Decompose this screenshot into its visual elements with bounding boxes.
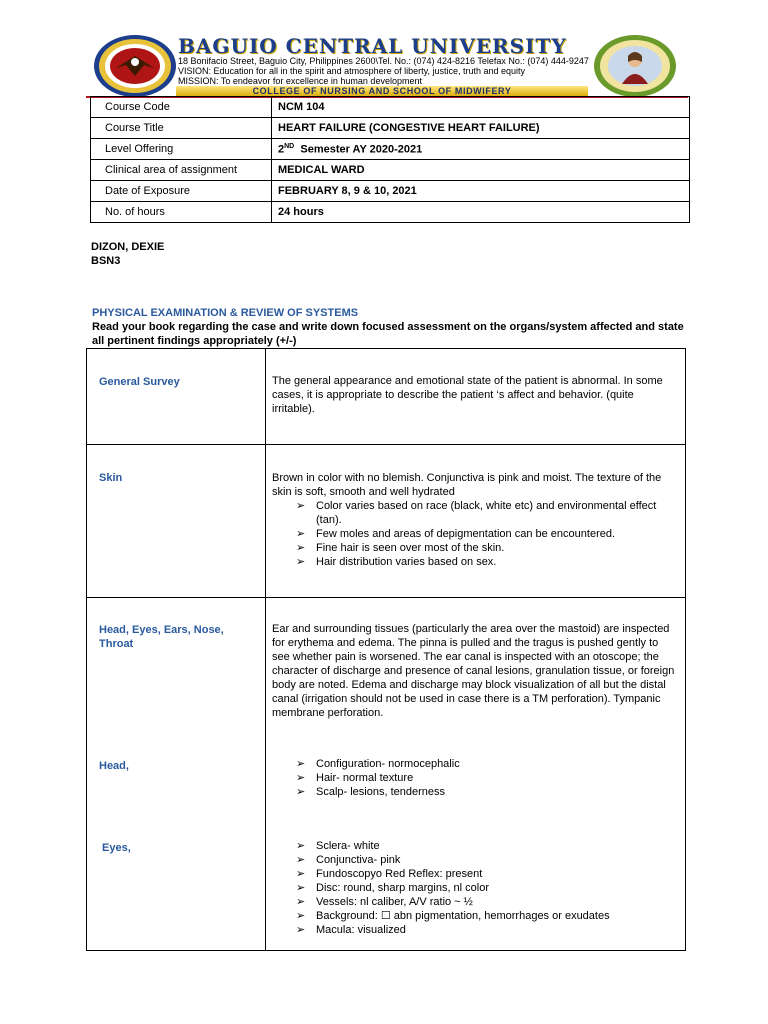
arrow-bullet-icon: ➢ <box>296 840 306 852</box>
skin-list <box>272 499 677 569</box>
student-info <box>91 240 164 268</box>
address-line: 18 Bonifacio Street, Baguio City, Philippines 2600\Tel. No.: (074) 424-8216 Telefax No.: (074) 444-9247 <box>178 56 589 66</box>
head-findings <box>272 757 677 799</box>
eyes-finding: Vessels: nl caliber, A/V ratio ~ ½ <box>316 896 473 908</box>
eyes-finding: Sclera- white <box>316 840 380 852</box>
arrow-bullet-icon: ➢ <box>296 786 306 798</box>
list-item <box>272 555 677 569</box>
date-of-exposure-value: FEBRUARY 8, 9 & 10, 2021 <box>272 181 690 202</box>
list-item <box>272 867 677 881</box>
table-row <box>91 202 690 223</box>
list-item <box>272 499 677 527</box>
level-offering-number: 2 <box>278 143 285 156</box>
level-offering-value <box>272 139 690 160</box>
list-item <box>272 541 677 555</box>
row-divider <box>87 444 685 445</box>
level-offering-label: Level Offering <box>91 139 272 160</box>
row-divider <box>87 597 685 598</box>
skin-label: Skin <box>99 472 123 484</box>
clinical-area-label: Clinical area of assignment <box>91 160 272 181</box>
arrow-bullet-icon: ➢ <box>296 854 306 866</box>
skin-text: Brown in color with no blemish. Conjunctiva is pink and moist. The texture of the skin is soft, smooth and well hydrated <box>272 472 662 498</box>
eyes-findings <box>272 839 677 937</box>
skin-finding: Few moles and areas of depigmentation can be encountered. <box>316 528 616 540</box>
list-item <box>272 895 677 909</box>
eyes-finding: Fundoscopyo Red Reflex: present <box>316 868 483 880</box>
college-banner: COLLEGE OF NURSING AND SCHOOL OF MIDWIFERY <box>176 86 588 97</box>
arrow-bullet-icon: ➢ <box>296 528 306 540</box>
list-item <box>272 881 677 895</box>
list-item <box>272 757 677 771</box>
instructions-text: Read your book regarding the case and write down focused assessment on the organs/system affected and state all pertinent findings appropriately (+/-) <box>92 321 684 347</box>
list-item <box>272 785 677 799</box>
skin-findings <box>272 471 677 569</box>
arrow-bullet-icon: ➢ <box>296 924 306 936</box>
list-item <box>272 527 677 541</box>
table-row <box>91 139 690 160</box>
university-seal-logo <box>92 34 178 98</box>
arrow-bullet-icon: ➢ <box>296 910 306 922</box>
arrow-bullet-icon: ➢ <box>296 772 306 784</box>
eyes-finding: Background: ☐ abn pigmentation, hemorrhages or exudates <box>316 910 610 922</box>
eyes-finding: Conjunctiva- pink <box>316 854 401 866</box>
general-survey-text: The general appearance and emotional state of the patient is abnormal. In some cases, it is appropriate to describe the patient ‘s affect and behavior. (quite irritable). <box>272 375 663 415</box>
clinical-area-value: MEDICAL WARD <box>272 160 690 181</box>
head-label: Head, <box>99 760 129 772</box>
eyes-list <box>272 839 677 937</box>
university-name: BAGUIO CENTRAL UNIVERSITY <box>178 34 567 58</box>
skin-finding: Fine hair is seen over most of the skin. <box>316 542 505 554</box>
course-title-label: Course Title <box>91 118 272 139</box>
head-list <box>272 757 677 799</box>
level-offering-semester: Semester AY 2020-2021 <box>294 143 423 156</box>
arrow-bullet-icon: ➢ <box>296 896 306 908</box>
vision-line: VISION: Education for all in the spirit and atmosphere of liberty, justice, truth and equity <box>178 66 526 76</box>
mission-line: MISSION: To endeavor for excellence in human development <box>178 76 422 86</box>
level-offering-suffix: ND <box>284 142 295 150</box>
table-row <box>91 97 690 118</box>
review-of-systems-table <box>86 348 686 951</box>
list-item <box>272 839 677 853</box>
course-info-table <box>90 96 690 223</box>
arrow-bullet-icon: ➢ <box>296 758 306 770</box>
hours-label: No. of hours <box>91 202 272 223</box>
course-code-value: NCM 104 <box>272 97 690 118</box>
list-item <box>272 909 677 923</box>
course-code-label: Course Code <box>91 97 272 118</box>
table-row <box>91 160 690 181</box>
nursing-college-seal-logo <box>592 34 678 98</box>
course-title-value: HEART FAILURE (CONGESTIVE HEART FAILURE) <box>272 118 690 139</box>
head-finding: Hair- normal texture <box>316 772 414 784</box>
skin-finding: Hair distribution varies based on sex. <box>316 556 497 568</box>
arrow-bullet-icon: ➢ <box>296 500 306 512</box>
table-row <box>91 181 690 202</box>
list-item <box>272 771 677 785</box>
arrow-bullet-icon: ➢ <box>296 868 306 880</box>
skin-finding: Color varies based on race (black, white etc) and environmental effect (tan). <box>316 500 657 526</box>
student-section: BSN3 <box>91 255 121 267</box>
arrow-bullet-icon: ➢ <box>296 542 306 554</box>
column-divider <box>265 349 266 950</box>
list-item <box>272 923 677 937</box>
student-name: DIZON, DEXIE <box>91 241 165 253</box>
general-survey-label: General Survey <box>99 376 180 388</box>
arrow-bullet-icon: ➢ <box>296 882 306 894</box>
heent-label: Head, Eyes, Ears, Nose, Throat <box>99 624 224 650</box>
arrow-bullet-icon: ➢ <box>296 556 306 568</box>
list-item <box>272 853 677 867</box>
eyes-label: Eyes, <box>102 842 131 854</box>
heent-text: Ear and surrounding tissues (particularly the area over the mastoid) are inspected for erythema and edema. The pinna is pulled and the tragus is pushed gently to see whether pain is worsened. The ear canal is inspected with an otoscope; the character of discharge and presence of canal lesions, granulation tissue, or foreign body are noted. Edema and discharge may block visualization of all but the distal canal (irrigation should not be used in case there is a TM perforation). Tympanic membrane perforation. <box>272 623 675 719</box>
eyes-finding: Macula: visualized <box>316 924 406 936</box>
eyes-finding: Disc: round, sharp margins, nl color <box>316 882 490 894</box>
hours-value: 24 hours <box>272 202 690 223</box>
date-of-exposure-label: Date of Exposure <box>91 181 272 202</box>
head-finding: Configuration- normocephalic <box>316 758 460 770</box>
head-finding: Scalp- lesions, tenderness <box>316 786 446 798</box>
section-title: PHYSICAL EXAMINATION & REVIEW OF SYSTEMS <box>92 307 359 319</box>
table-row <box>91 118 690 139</box>
letterhead <box>86 34 686 98</box>
